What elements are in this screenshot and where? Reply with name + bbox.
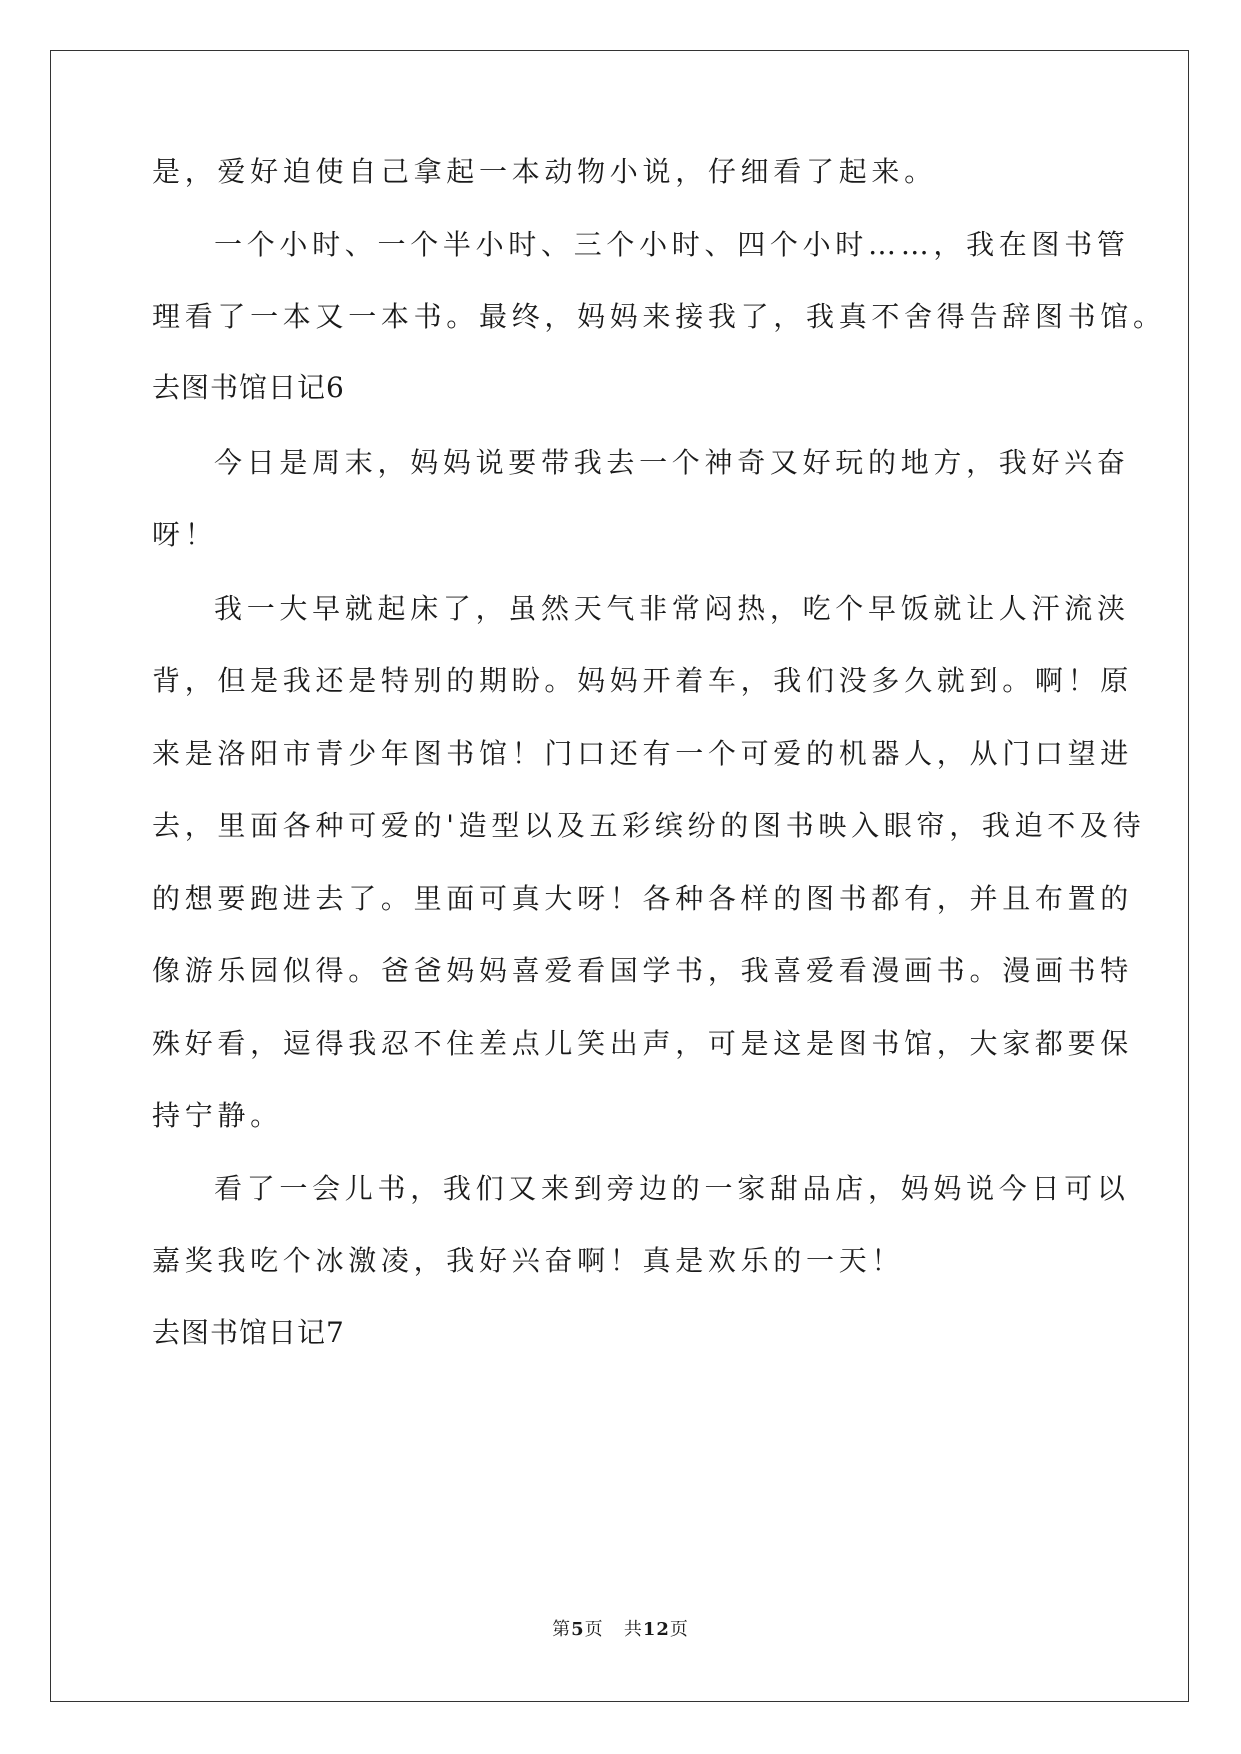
page-footer: [0, 1615, 1241, 1641]
paragraph-line: 嘉奖我吃个冰激凌，我好兴奋啊！真是欢乐的一天！: [152, 1244, 905, 1277]
paragraph-line: 是，爱好迫使自己拿起一本动物小说，仔细看了起来。: [152, 155, 937, 188]
paragraph-line: 呀！: [152, 518, 218, 551]
footer-prefix: 第: [552, 1619, 572, 1640]
total-pages: 12: [642, 1619, 670, 1640]
paragraph-line: 背，但是我还是特别的期盼。妈妈开着车，我们没多久就到。啊！原: [152, 664, 1134, 697]
paragraph-line: 持宁静。: [152, 1099, 283, 1132]
paragraph-line: 殊好看，逗得我忍不住差点儿笑出声，可是这是图书馆，大家都要保: [152, 1027, 1134, 1060]
footer-total-suffix: 页: [669, 1619, 689, 1640]
paragraph-line: 来是洛阳市青少年图书馆！门口还有一个可爱的机器人，从门口望进: [152, 737, 1134, 770]
paragraph-line: 今日是周末，妈妈说要带我去一个神奇又好玩的地方，我好兴奋: [214, 446, 1130, 479]
paragraph-line: 像游乐园似得。爸爸妈妈喜爱看国学书，我喜爱看漫画书。漫画书特: [152, 954, 1134, 987]
paragraph-line: 我一大早就起床了，虽然天气非常闷热，吃个早饭就让人汗流浃: [214, 592, 1130, 625]
section-heading: 去图书馆日记7: [152, 1316, 345, 1349]
footer-page-suffix: 页: [584, 1619, 604, 1640]
paragraph-line: 的想要跑进去了。里面可真大呀！各种各样的图书都有，并且布置的: [152, 882, 1134, 915]
paragraph-line: 理看了一本又一本书。最终，妈妈来接我了，我真不舍得告辞图书馆。: [152, 300, 1166, 333]
paragraph-line: 一个小时、一个半小时、三个小时、四个小时……，我在图书管: [214, 228, 1130, 261]
paragraph-line: 看了一会儿书，我们又来到旁边的一家甜品店，妈妈说今日可以: [214, 1172, 1130, 1205]
section-heading: 去图书馆日记6: [152, 371, 345, 404]
current-page-number: 5: [571, 1619, 585, 1640]
footer-total-prefix: 共: [623, 1619, 643, 1640]
paragraph-line: 去，里面各种可爱的'造型以及五彩缤纷的图书映入眼帘，我迫不及待: [152, 809, 1146, 842]
